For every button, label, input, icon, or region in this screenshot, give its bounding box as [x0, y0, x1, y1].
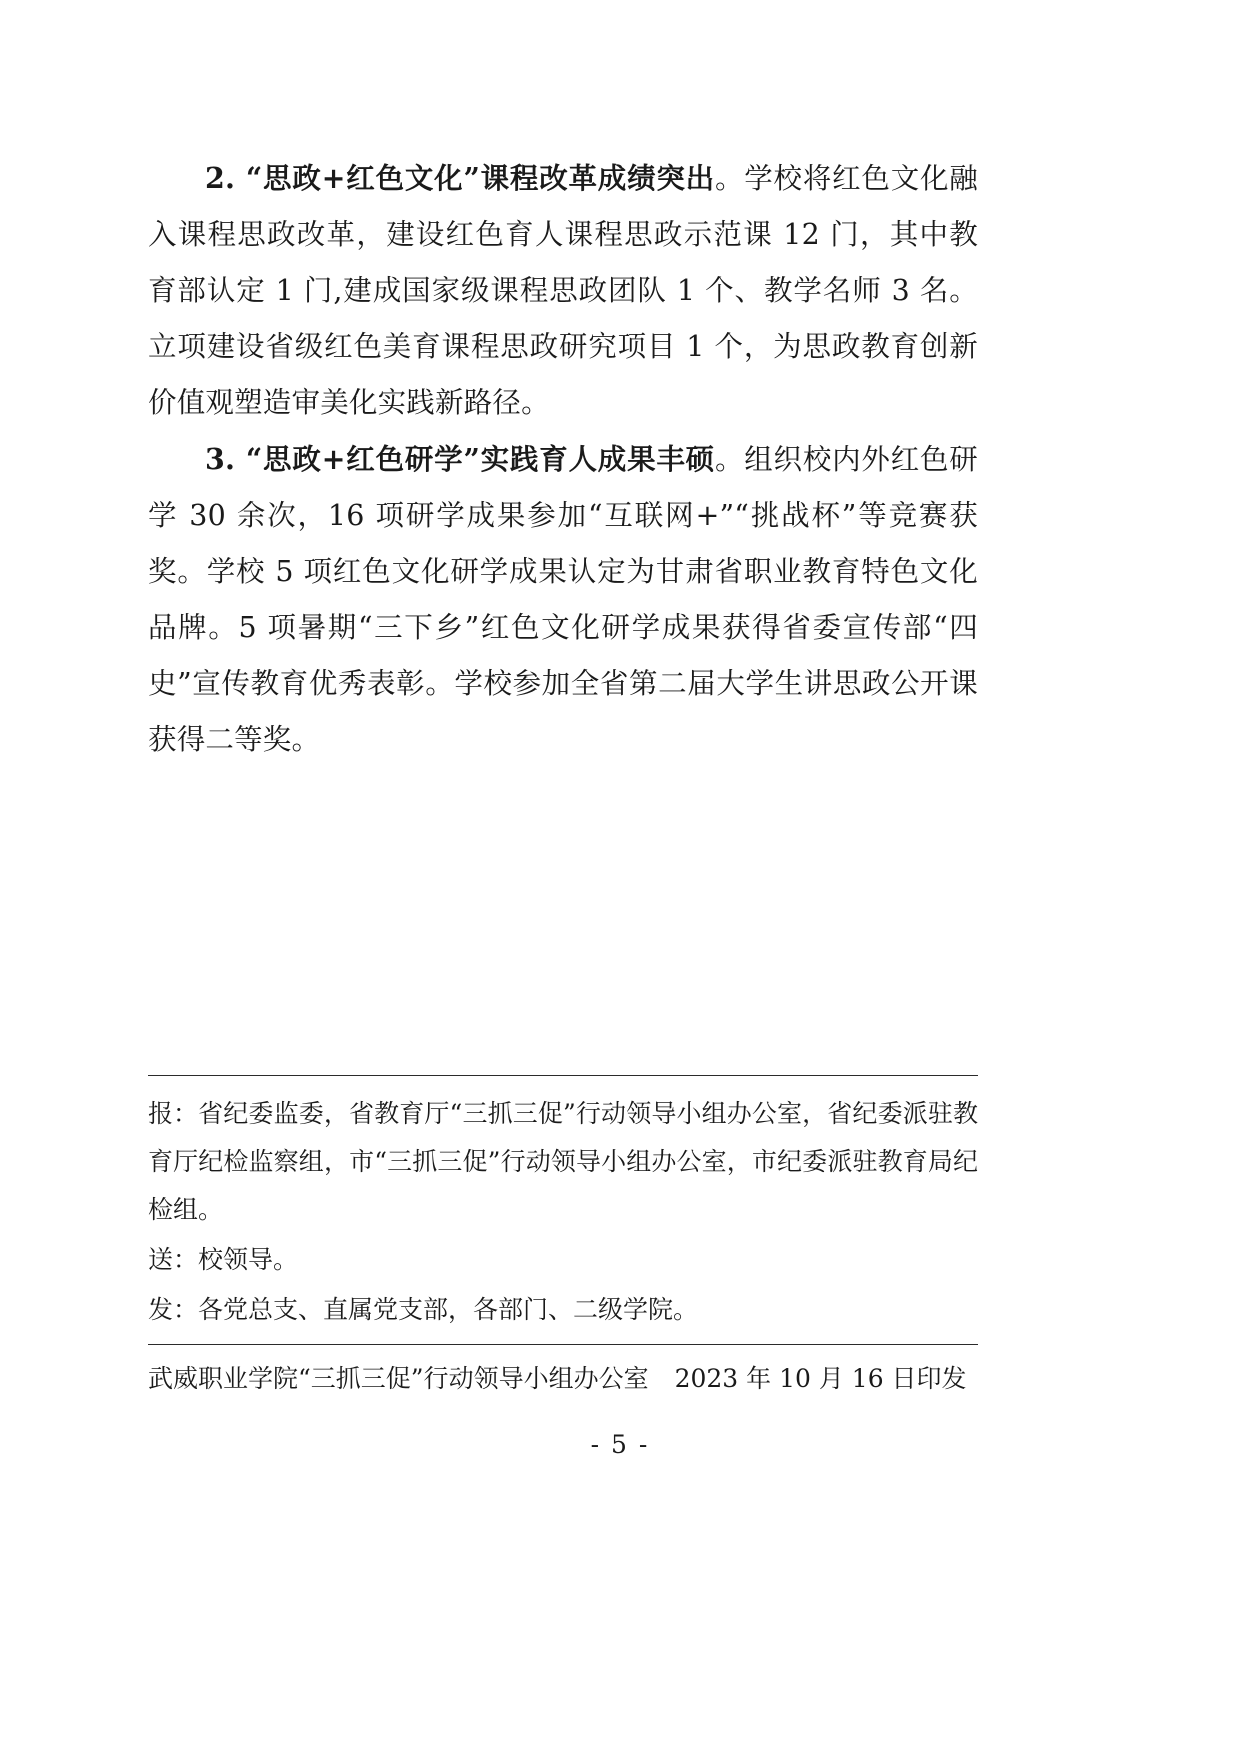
blank-space [148, 768, 978, 1068]
page-number: - 5 - [590, 1430, 650, 1459]
paragraph-2-body: 。学校将红色文化融入课程思政改革，建设红色育人课程思政示范课 12 门，其中教育部认定 1 门,建成国家级课程思政团队 1 个、教学名师 3 名。立项建设省级红色美育课程思政研究项目 1 个，为思政教育创新价值观塑造审美化实践新路径。 [148, 162, 978, 419]
footer-send-line [148, 1236, 978, 1284]
footer-issuer-line [148, 1357, 978, 1401]
paragraph-2-heading: 2. “思政+红色文化”课程改革成绩突出 [205, 161, 715, 195]
footer-report-label: 报： [148, 1099, 199, 1128]
paragraph-3-body: 。组织校内外红色研学 30 余次，16 项研学成果参加“互联网+”“挑战杯”等竞赛获奖。学校 5 项红色文化研学成果认定为甘肃省职业教育特色文化品牌。5 项暑期“三下乡”红色文化研学成果获得省委宣传部“四史”宣传教育优秀表彰。学校参加全省第二届大学生讲思政公开课获得二等奖。 [148, 443, 978, 756]
footer-report-text: 省纪委监委，省教育厅“三抓三促”行动领导小组办公室，省纪委派驻教育厅纪检监察组，市“三抓三促”行动领导小组办公室，市纪委派驻教育局纪检组。 [148, 1099, 978, 1224]
document-body [148, 150, 978, 1068]
paragraph-3-heading: 3. “思政+红色研学”实践育人成果丰硕 [205, 442, 715, 476]
footer-report-line [148, 1090, 978, 1234]
footer-issue-line [148, 1286, 978, 1334]
footer-top-divider [148, 1075, 978, 1076]
paragraph-3 [148, 431, 978, 768]
footer-bottom-divider [148, 1344, 978, 1345]
footer-issuer-date: 2023 年 10 月 16 日印发 [674, 1364, 967, 1393]
footer-send-text: 校领导。 [198, 1245, 299, 1274]
footer-issuer-org: 武威职业学院“三抓三促”行动领导小组办公室 [148, 1364, 649, 1393]
footer-issue-text: 各党总支、直属党支部，各部门、二级学院。 [198, 1295, 699, 1324]
footer-send-label: 送： [148, 1245, 199, 1274]
footer-issue-label: 发： [148, 1295, 199, 1324]
document-footer [148, 1075, 978, 1401]
paragraph-2 [148, 150, 978, 431]
